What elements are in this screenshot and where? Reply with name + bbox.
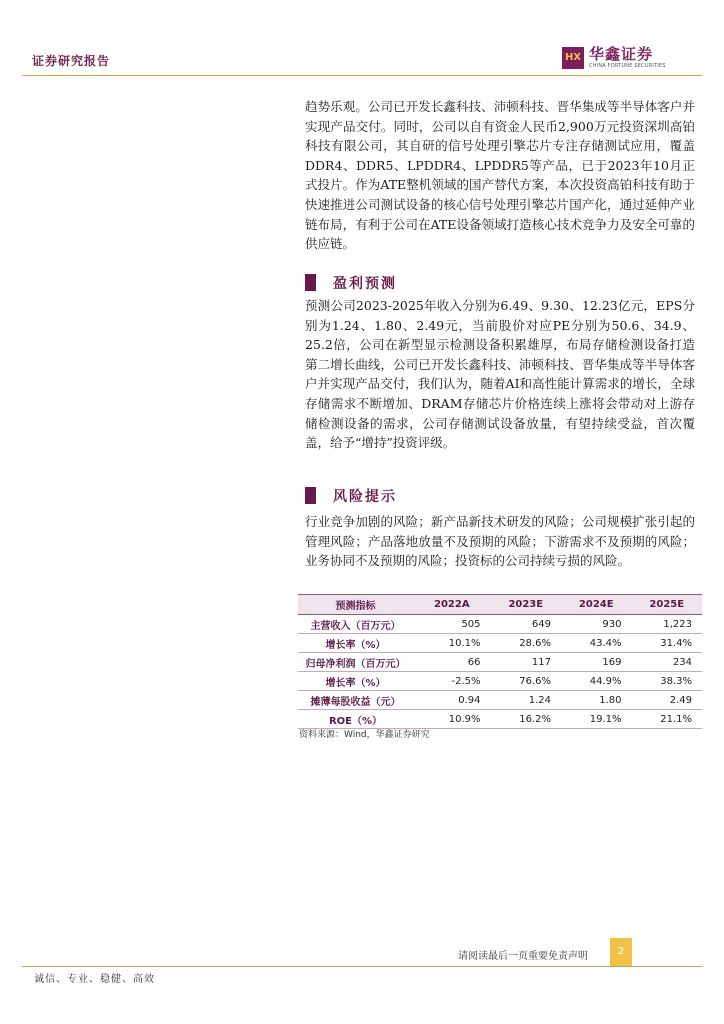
table-header-cell: 2024E [561, 595, 631, 615]
row-label: 摊薄每股收益（元） [298, 691, 413, 710]
table-cell: 66 [413, 653, 490, 672]
row-label: ROE（%） [298, 710, 413, 729]
table-cell: 234 [632, 653, 703, 672]
table-cell: 1.80 [561, 691, 631, 710]
table-cell: 38.3% [632, 672, 703, 691]
table-cell: 19.1% [561, 710, 631, 729]
table-cell: 1,223 [632, 615, 703, 634]
row-label: 增长率（%） [298, 672, 413, 691]
table-header-cell: 2022A [413, 595, 490, 615]
row-label: 归母净利润（百万元） [298, 653, 413, 672]
forecast-paragraph: 预测公司2023-2025年收入分别为6.49、9.30、12.23亿元，EPS分别为1.24、1.80、2.49元，当前股价对应PE分别为50.6、34.9、25.2倍，公司在新型显示检测设备积累雄厚，布局存储检测设备打造第二增长曲线，公司已开发长鑫科技、沛顿科技、晋华集成等半导体客户并实现产品交付，我们认为，随着AI和高性能计算需求的增长，全球存储需求不断增加、DRAM存储芯片价格连续上涨将会带动对上游存储检测设备的需求，公司存储测试设备放量，有望持续受益，首次覆盖，给予“增持”投资评级。 [305, 298, 695, 451]
section-marker-icon [305, 274, 316, 291]
table-cell: 21.1% [632, 710, 703, 729]
footer-divider [22, 966, 702, 967]
company-logo [562, 44, 702, 74]
section-heading-risk [305, 486, 605, 506]
table-cell: 649 [491, 615, 561, 634]
section-title-risk: 风险提示 [333, 489, 397, 505]
table-row [298, 710, 702, 729]
intro-paragraph: 趋势乐观。公司已开发长鑫科技、沛顿科技、晋华集成等半导体客户并实现产品交付。同时，公司以自有资金人民币2,900万元投资深圳高铂科技有限公司，其自研的信号处理引擎芯片专注存储测试应用，覆盖DDR4、DDR5、LPDDR4、LPDDR5等产品，已于2023年10月正式投片。作为ATE整机领域的国产替代方案，本次投资高铂科技有助于快速推进公司测试设备的核心信号处理引擎芯片国产化，通过延伸产业链布局，有利于公司在ATE设备领域打造核心技术竞争力及安全可靠的供应链。 [305, 99, 695, 252]
table-cell: 10.9% [413, 710, 490, 729]
header-divider [22, 75, 702, 76]
table-cell: 76.6% [491, 672, 561, 691]
table-cell: 505 [413, 615, 490, 634]
table-cell: 930 [561, 615, 631, 634]
row-label: 增长率（%） [298, 634, 413, 653]
section-marker-icon [305, 487, 316, 504]
logo-name: 华鑫证券 [589, 45, 654, 63]
table-row [298, 634, 702, 653]
table-cell: -2.5% [413, 672, 490, 691]
table-cell: 31.4% [632, 634, 703, 653]
table-cell: 44.9% [561, 672, 631, 691]
table-cell: 16.2% [491, 710, 561, 729]
table-cell: 10.1% [413, 634, 490, 653]
section-title-forecast: 盈利预测 [333, 276, 397, 292]
logo-mark-icon: HX [562, 47, 584, 69]
table-source-note: 资料来源：Wind，华鑫证券研究 [299, 730, 430, 740]
table-cell: 28.6% [491, 634, 561, 653]
page-number: 2 [610, 938, 632, 966]
table-header-cell: 2025E [632, 595, 703, 615]
report-header-title: 证券研究报告 [32, 54, 111, 68]
table-header-cell: 2023E [491, 595, 561, 615]
table-cell: 43.4% [561, 634, 631, 653]
table-cell: 2.49 [632, 691, 703, 710]
disclaimer-notice: 请阅读最后一页重要免责声明 [458, 951, 588, 962]
row-label: 主营收入（百万元） [298, 615, 413, 634]
table-row [298, 615, 702, 634]
section-heading-forecast [305, 273, 605, 293]
table-cell: 1.24 [491, 691, 561, 710]
table-header-cell: 预测指标 [298, 595, 413, 615]
forecast-table [298, 594, 702, 729]
table-row [298, 653, 702, 672]
footer-slogan: 诚信、专业、稳健、高效 [34, 974, 155, 985]
table-row [298, 691, 702, 710]
logo-subtitle: CHINA FORTUNE SECURITIES [589, 63, 666, 69]
table-cell: 169 [561, 653, 631, 672]
table-row [298, 672, 702, 691]
table-cell: 0.94 [413, 691, 490, 710]
table-cell: 117 [491, 653, 561, 672]
risk-paragraph: 行业竞争加剧的风险；新产品新技术研发的风险；公司规模扩张引起的管理风险；产品落地放量不及预期的风险；下游需求不及预期的风险；业务协同不及预期的风险；投资标的公司持续亏损的风险。 [305, 514, 695, 569]
